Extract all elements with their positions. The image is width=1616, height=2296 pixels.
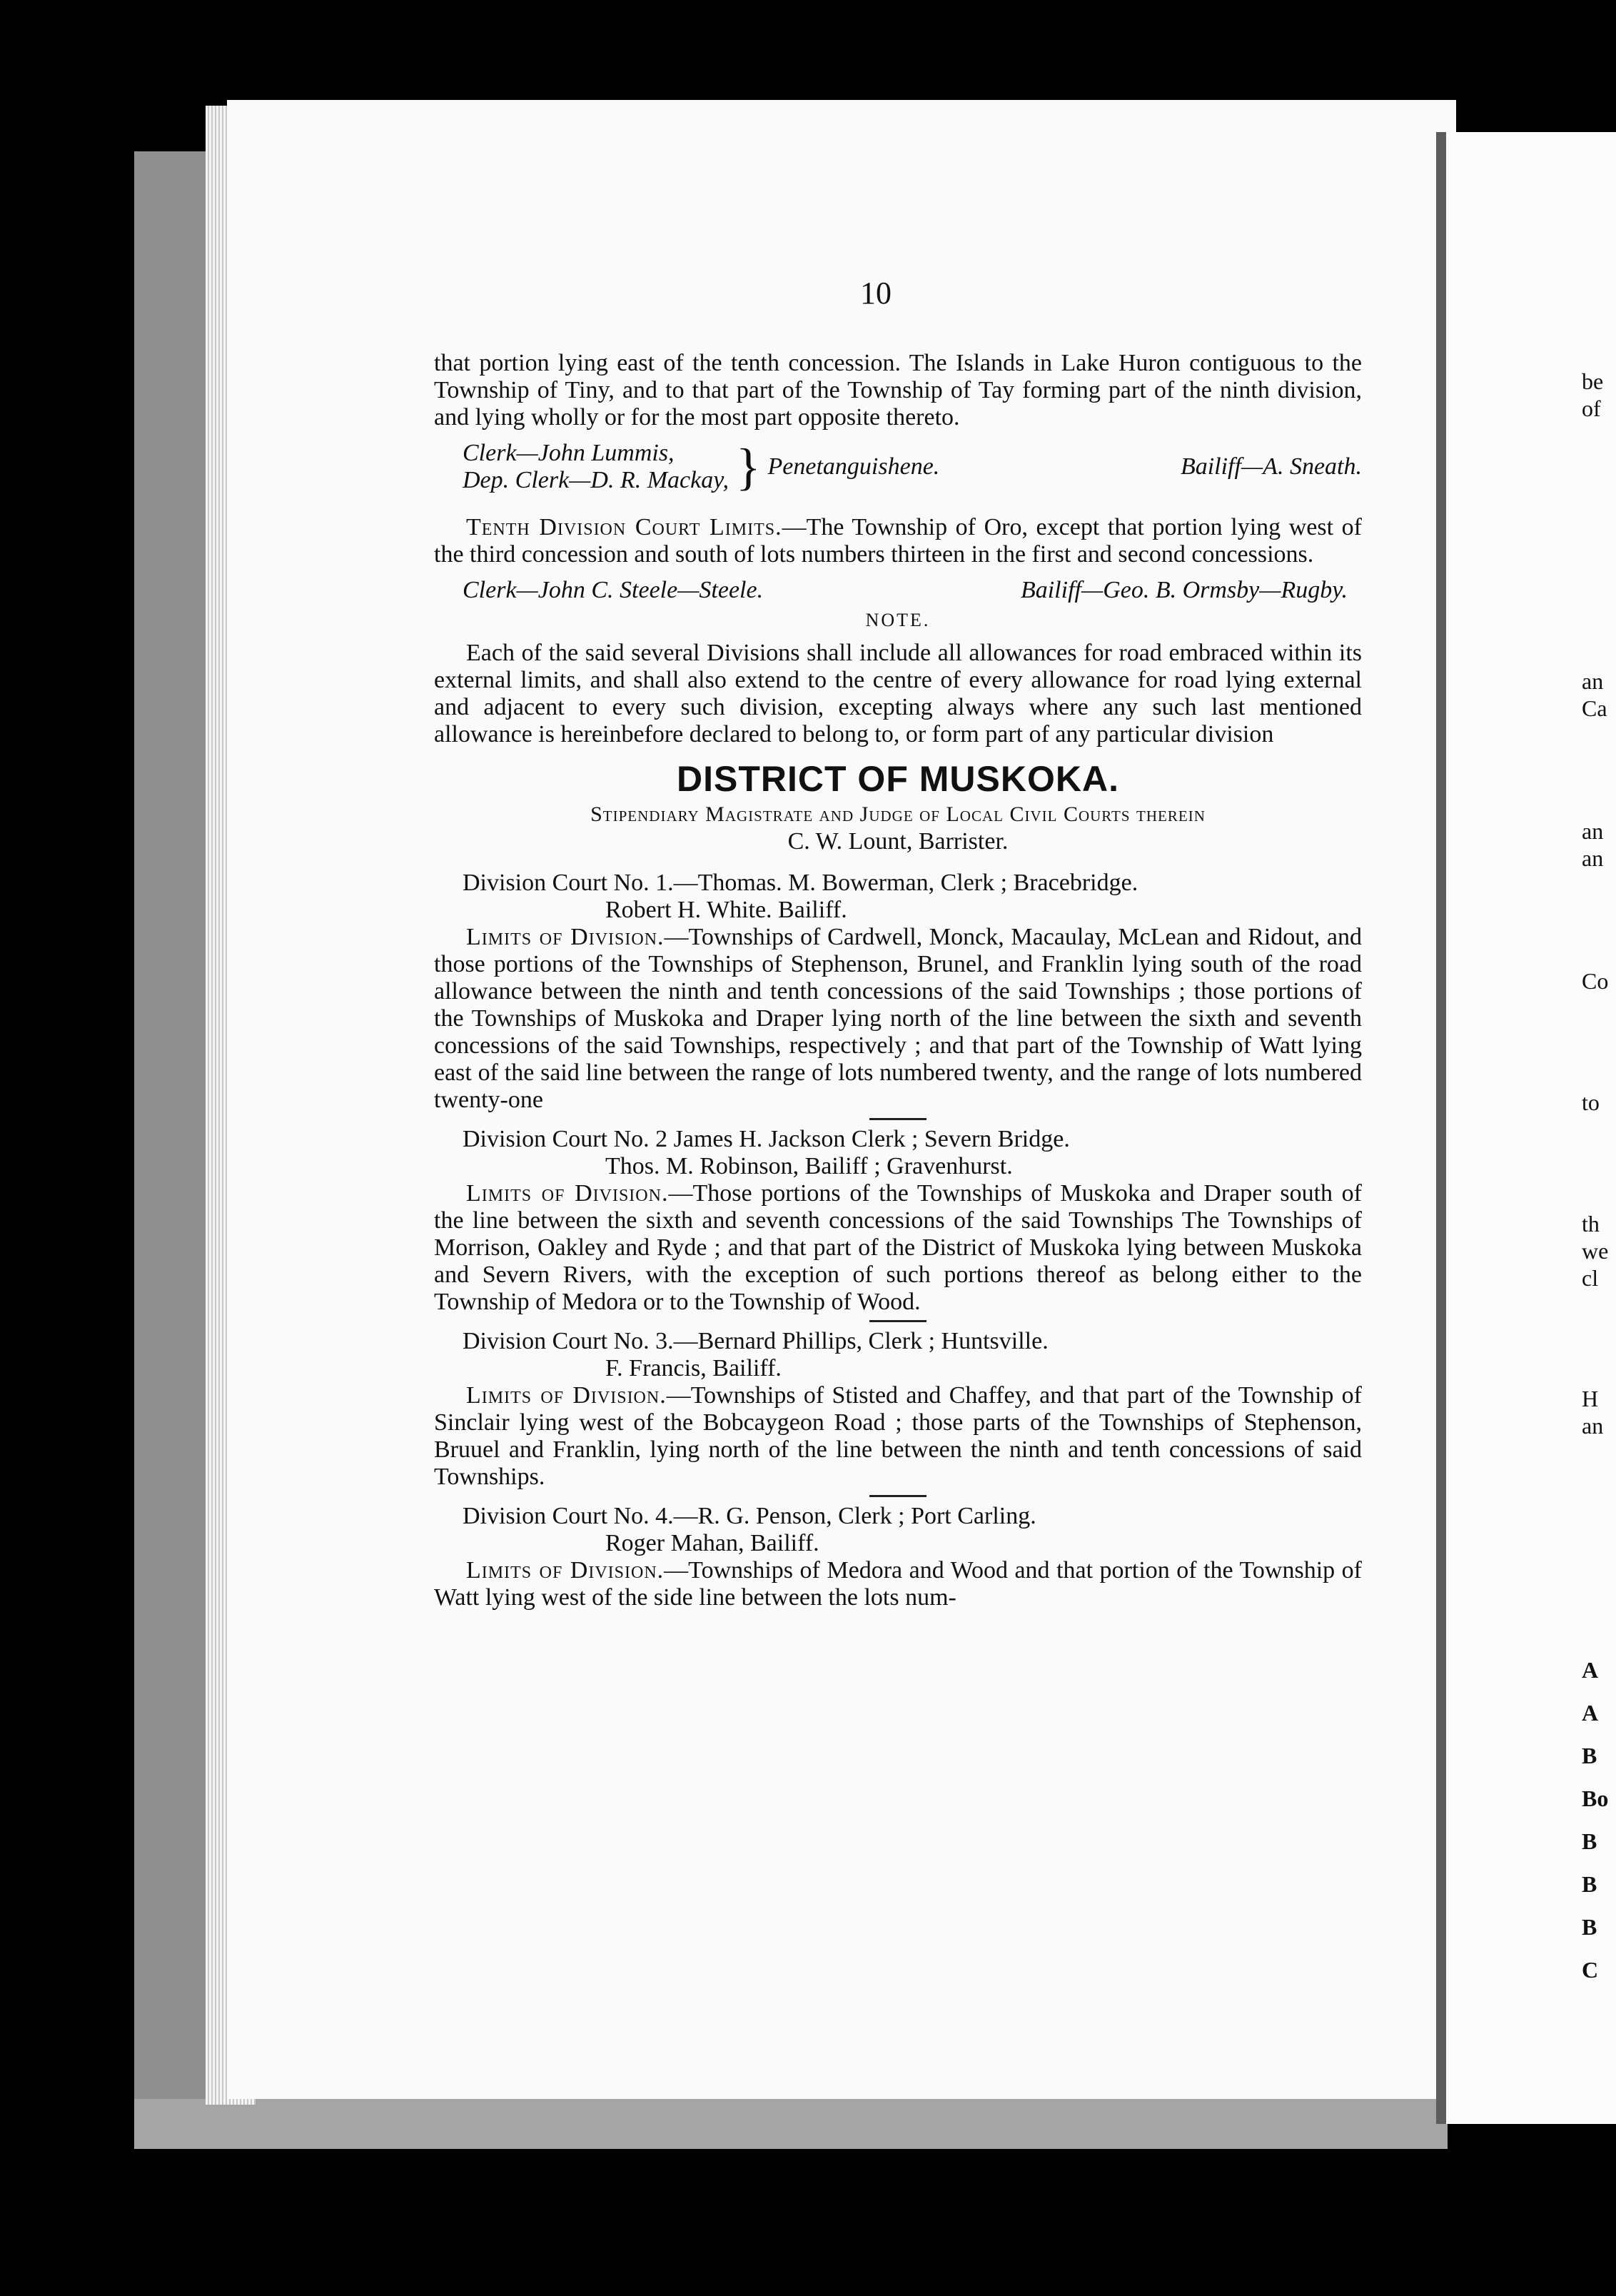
right-page-fragment: an xyxy=(1582,668,1604,694)
limits-heading: Limits of Division. xyxy=(466,1557,665,1583)
limits-heading: Limits of Division. xyxy=(466,924,665,950)
right-page-fragment: to xyxy=(1582,1089,1600,1115)
right-page xyxy=(1446,132,1616,2124)
deputy-clerk-line: Dep. Clerk—D. R. Mackay, xyxy=(463,467,729,493)
clerk-block xyxy=(434,440,729,494)
tenth-division-heading: Tenth Division Court Limits. xyxy=(466,514,782,540)
page-content xyxy=(434,350,1362,1611)
court-1-limits xyxy=(434,924,1362,1114)
brace-icon: } xyxy=(735,438,761,495)
right-page-fragment: we xyxy=(1582,1238,1609,1264)
tenth-division-paragraph xyxy=(434,514,1362,568)
court-3-header: Division Court No. 3.—Bernard Phillips, Clerk ; Huntsville. xyxy=(463,1328,1049,1354)
clerk-line: Clerk—John Lummis, xyxy=(463,440,675,466)
right-page-fragment: be xyxy=(1582,368,1604,394)
tenth-bailiff-line: Bailiff—Geo. B. Ormsby—Rugby. xyxy=(1020,577,1348,603)
ninth-division-officers xyxy=(434,440,1362,494)
court-3-bailiff: F. Francis, Bailiff. xyxy=(605,1355,782,1381)
right-page-fragment: of xyxy=(1582,396,1601,421)
right-page-fragment: B xyxy=(1582,1871,1597,1897)
district-title: DISTRICT OF MUSKOKA. xyxy=(677,759,1119,799)
limits-text: —Townships of Cardwell, Monck, Macaulay, McLean and Ridout, and those portions of the Townships of Stephenson, Brunel, and Franklin lying south of the road allowance between the ninth and tenth concessions of the said Townships ; those portions of the Townships of Muskoka and Draper lying north of the line between the sixth and seventh concessions of the said Townships, respectively ; and that part of the Township of Watt lying east of the said line between the range of lots numbered twenty, and the range of lots numbered twenty-one xyxy=(434,924,1362,1113)
bailiff-line: Bailiff—A. Sneath. xyxy=(1180,453,1362,480)
right-page-fragment: an xyxy=(1582,1413,1604,1439)
court-1-bailiff: Robert H. White. Bailiff. xyxy=(605,897,847,923)
limits-text: —Those portions of the Townships of Muskoka and Draper south of the line between the sixth and seventh concessions of the said Townships The Townships of Morrison, Oakley and Ryde ; and that part of the District of Muskoka lying between Muskoka and Severn Rivers, with the exception of such portions thereof as belong either to the Township of Medora or to the Township of Wood. xyxy=(434,1180,1362,1315)
clerk-place: Penetanguishene. xyxy=(767,453,940,480)
tenth-clerk-line: Clerk—John C. Steele—Steele. xyxy=(463,577,764,603)
right-page-fragment: th xyxy=(1582,1211,1600,1237)
continuation-paragraph: that portion lying east of the tenth concession. The Islands in Lake Huron contiguous to the Township of Tiny, and to that part of the Township of Tay forming part of the ninth division, and lying wholly or for the most part opposite thereto. xyxy=(434,350,1362,430)
spacer xyxy=(434,855,1362,870)
limits-heading: Limits of Division. xyxy=(466,1180,669,1207)
court-1-header: Division Court No. 1.—Thomas. M. Bowerman, Clerk ; Bracebridge. xyxy=(463,870,1138,896)
note-paragraph: Each of the said several Divisions shall include all allowances for road embraced within its external limits, and shall also extend to the centre of every allowance for road lying external and adjacent to every such division, excepting always where any such last mentioned allowance is hereinbefore declared to belong to, or form part of any particular division xyxy=(434,640,1362,747)
right-page-fragment: H xyxy=(1582,1386,1599,1411)
limits-text: —Townships of Medora and Wood and that portion of the Township of Watt lying west of the side line between the lots num- xyxy=(434,1557,1362,1611)
court-3-limits xyxy=(434,1382,1362,1491)
spacer xyxy=(434,494,1362,514)
right-page-fragment: an xyxy=(1582,818,1604,844)
right-page-fragment: cl xyxy=(1582,1265,1599,1291)
right-page-fragment: B xyxy=(1582,1914,1597,1940)
section-divider xyxy=(869,1118,926,1120)
right-page-fragment: B xyxy=(1582,1828,1597,1854)
book-gutter xyxy=(1436,132,1446,2124)
tenth-division-text: —The Township of Oro, except that portion lying west of the third concession and south of lots numbers thirteen in the first and second concessions. xyxy=(434,514,1362,568)
book-cover-bottom xyxy=(134,2099,1448,2149)
limits-text: —Townships of Stisted and Chaffey, and that part of the Township of Sinclair lying west of the Bobcaygeon Road ; those parts of the Townships of Stephenson, Bruuel and Franklin, lying north of the line between the ninth and tenth concessions of said Townships. xyxy=(434,1382,1363,1490)
section-divider xyxy=(869,1495,926,1497)
magistrate-line: Stipendiary Magistrate and Judge of Local Civil Courts therein xyxy=(590,802,1206,826)
right-page-fragment: Co xyxy=(1582,968,1609,994)
limits-heading: Limits of Division. xyxy=(466,1382,667,1409)
court-4-header: Division Court No. 4.—R. G. Penson, Clerk ; Port Carling. xyxy=(463,1503,1036,1529)
note-heading: NOTE. xyxy=(865,610,931,630)
magistrate-name: C. W. Lount, Barrister. xyxy=(787,828,1009,855)
right-page-fragment: Bo xyxy=(1582,1786,1609,1811)
right-page-fragment: Ca xyxy=(1582,695,1607,721)
right-page-fragment: B xyxy=(1582,1743,1597,1768)
court-4-limits xyxy=(434,1557,1362,1611)
court-2-header: Division Court No. 2 James H. Jackson Clerk ; Severn Bridge. xyxy=(463,1126,1070,1152)
court-2-limits xyxy=(434,1180,1362,1316)
right-page-fragment: C xyxy=(1582,1957,1599,1983)
section-divider xyxy=(869,1320,926,1322)
page-number: 10 xyxy=(860,276,892,311)
tenth-division-officers xyxy=(434,577,1362,604)
right-page-fragment: an xyxy=(1582,845,1604,871)
court-2-bailiff: Thos. M. Robinson, Bailiff ; Gravenhurst. xyxy=(605,1153,1013,1179)
court-4-bailiff: Roger Mahan, Bailiff. xyxy=(605,1530,819,1556)
right-page-fragment: A xyxy=(1582,1700,1599,1726)
right-page-fragment: A xyxy=(1582,1657,1599,1683)
